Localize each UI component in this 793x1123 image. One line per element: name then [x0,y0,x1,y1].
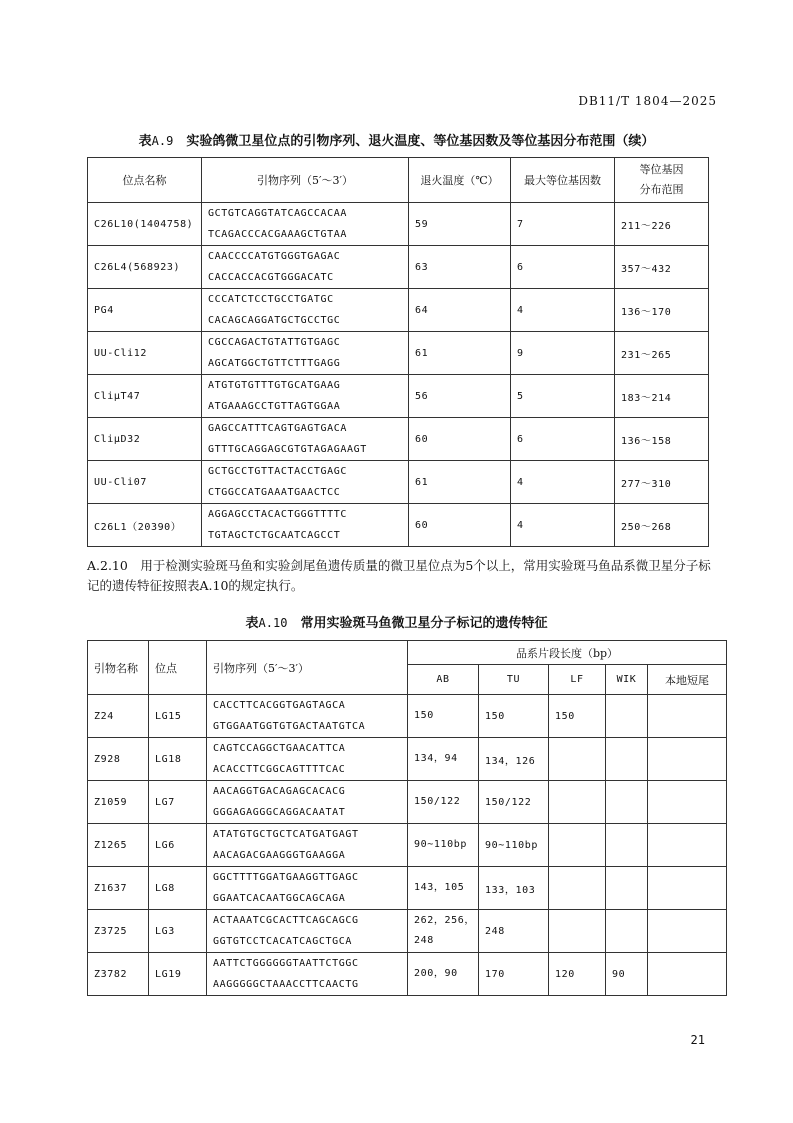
range-cell: 183～214 [615,375,709,418]
col-header-tu: TU [479,665,549,695]
locus-cell: LG3 [149,910,207,953]
lf-length-cell [549,824,606,867]
lf-length-cell [549,781,606,824]
col-header-sequence: 引物序列（5′～3′） [207,641,408,695]
forward-primer: GCTGTCAGGTATCAGCCACAA [208,208,348,219]
table-row [88,375,709,418]
paragraph-a2-10: A.2.10 用于检测实验斑马鱼和实验剑尾鱼遗传质量的微卫星位点为5个以上，常用实验斑马鱼品系微卫星分子标记的遗传特征按照表A.10的规定执行。 [87,558,711,593]
locus-cell: C26L4(568923) [88,246,202,289]
sequence-cell [207,781,408,824]
wik-length-cell [606,695,648,738]
forward-primer: CCCATCTCCTGCCTGATGC [208,294,334,305]
reverse-primer: CACCACCACGTGGGACATC [208,272,334,283]
wik-length-cell [606,867,648,910]
table-row [88,738,727,781]
temp-cell: 60 [409,504,511,547]
col-header-local-short-tail: 本地短尾 [648,665,727,695]
col-header-alleles: 最大等位基因数 [511,158,615,203]
lf-length-cell [549,910,606,953]
col-header-lf: LF [549,665,606,695]
locus-cell: LG18 [149,738,207,781]
col-header-primer-name: 引物名称 [88,641,149,695]
tu-length-cell: 133，103 [479,867,549,910]
table-a10 [87,640,727,996]
table-row [88,418,709,461]
range-cell: 136～170 [615,289,709,332]
col-header-locus: 位点名称 [88,158,202,203]
alleles-cell: 4 [511,461,615,504]
forward-primer: CAACCCCATGTGGGTGAGAC [208,251,341,262]
reverse-primer: GGTGTCCTCACATCAGCTGCA [213,936,353,947]
ab-length-cell: 134，94 [408,738,479,781]
primer-name-cell: Z1059 [88,781,149,824]
table-row [88,781,727,824]
sequence-cell [202,418,409,461]
primer-name-cell: Z24 [88,695,149,738]
table-header-row [88,641,727,665]
forward-primer: CGCCAGACTGTATTGTGAGC [208,337,341,348]
forward-primer: GAGCCATTTCAGTGAGTGACA [208,423,348,434]
local-short-tail-cell [648,867,727,910]
reverse-primer: ACACCTTCGGCAGTTTTCAC [213,764,346,775]
locus-cell: LG15 [149,695,207,738]
forward-primer: AATTCTGGGGGGTAATTCTGGC [213,958,359,969]
tu-length-cell: 150 [479,695,549,738]
reverse-primer: GTTTGCAGGAGCGTGTAGAGAAGT [208,444,367,455]
col-header-fragment-length: 品系片段长度（bp） [408,641,727,665]
ab-length-cell: 143，105 [408,867,479,910]
forward-primer: ACTAAATCGCACTTCAGCAGCG [213,915,359,926]
range-cell: 211～226 [615,203,709,246]
ab-length-cell: 150/122 [408,781,479,824]
reverse-primer: AAGGGGGCTAAACCTTCAACTG [213,979,359,990]
reverse-primer: CACAGCAGGATGCTGCCTGC [208,315,341,326]
table-row [88,695,727,738]
primer-name-cell: Z1637 [88,867,149,910]
sequence-cell [202,461,409,504]
locus-cell: CliμT47 [88,375,202,418]
reverse-primer: CTGGCCATGAAATGAACTCC [208,487,341,498]
table-row [88,824,727,867]
table-row [88,953,727,996]
range-cell: 357～432 [615,246,709,289]
temp-cell: 63 [409,246,511,289]
primer-name-cell: Z1265 [88,824,149,867]
table-header-row [88,158,709,203]
alleles-cell: 9 [511,332,615,375]
alleles-cell: 6 [511,246,615,289]
local-short-tail-cell [648,824,727,867]
wik-length-cell [606,824,648,867]
alleles-cell: 4 [511,504,615,547]
table-row [88,203,709,246]
lf-length-cell [549,867,606,910]
col-header-sequence: 引物序列（5′～3′） [202,158,409,203]
forward-primer: CACCTTCACGGTGAGTAGCA [213,700,346,711]
reverse-primer: GGAATCACAATGGCAGCAGA [213,893,346,904]
temp-cell: 64 [409,289,511,332]
forward-primer: AACAGGTGACAGAGCACACG [213,786,346,797]
locus-cell: CliμD32 [88,418,202,461]
tu-length-cell: 150/122 [479,781,549,824]
locus-cell: LG8 [149,867,207,910]
sequence-cell [207,910,408,953]
temp-cell: 60 [409,418,511,461]
lf-length-cell: 120 [549,953,606,996]
local-short-tail-cell [648,910,727,953]
sequence-cell [207,695,408,738]
reverse-primer: AACAGACGAAGGGTGAAGGA [213,850,346,861]
forward-primer: CAGTCCAGGCTGAACATTCA [213,743,346,754]
sequence-cell [207,824,408,867]
table-row [88,504,709,547]
table-a10-caption: 表A.10 常用实验斑马鱼微卫星分子标记的遗传特征 [245,616,548,631]
reverse-primer: GTGGAATGGTGTGACTAATGTCA [213,721,366,732]
alleles-cell: 5 [511,375,615,418]
col-header-range: 等位基因 分布范围 [615,158,709,203]
page-number: 21 [690,1033,705,1047]
temp-cell: 59 [409,203,511,246]
sequence-cell [207,953,408,996]
forward-primer: AGGAGCCTACACTGGGTTTTC [208,509,348,520]
sequence-cell [207,738,408,781]
sequence-cell [202,504,409,547]
primer-name-cell: Z3782 [88,953,149,996]
reverse-primer: TGTAGCTCTGCAATCAGCCT [208,530,341,541]
document-code: DB11/T 1804—2025 [578,94,717,108]
table-row [88,289,709,332]
table-a9 [87,157,709,547]
table-row [88,332,709,375]
local-short-tail-cell [648,953,727,996]
local-short-tail-cell [648,738,727,781]
sequence-cell [202,203,409,246]
locus-cell: LG7 [149,781,207,824]
sequence-cell [202,289,409,332]
locus-cell: UU-Cli07 [88,461,202,504]
ab-length-cell: 200，90 [408,953,479,996]
table-row [88,910,727,953]
ab-length-cell: 262，256，248 [408,910,479,953]
local-short-tail-cell [648,781,727,824]
tu-length-cell: 90~110bp [479,824,549,867]
alleles-cell: 7 [511,203,615,246]
sequence-cell [202,375,409,418]
reverse-primer: AGCATGGCTGTTCTTTGAGG [208,358,341,369]
tu-length-cell: 170 [479,953,549,996]
table-row [88,867,727,910]
sequence-cell [202,332,409,375]
reverse-primer: ATGAAAGCCTGTTAGTGGAA [208,401,341,412]
alleles-cell: 4 [511,289,615,332]
lf-length-cell [549,738,606,781]
wik-length-cell: 90 [606,953,648,996]
wik-length-cell [606,781,648,824]
ab-length-cell: 90~110bp [408,824,479,867]
local-short-tail-cell [648,695,727,738]
sequence-cell [207,867,408,910]
col-header-ab: AB [408,665,479,695]
lf-length-cell: 150 [549,695,606,738]
range-cell: 231～265 [615,332,709,375]
locus-cell: PG4 [88,289,202,332]
sequence-cell [202,246,409,289]
col-header-locus: 位点 [149,641,207,695]
locus-cell: C26L1（20390） [88,504,202,547]
primer-name-cell: Z3725 [88,910,149,953]
primer-name-cell: Z928 [88,738,149,781]
reverse-primer: TCAGACCCACGAAAGCTGTAA [208,229,348,240]
reverse-primer: GGGAGAGGGCAGGACAATAT [213,807,346,818]
temp-cell: 61 [409,461,511,504]
col-header-wik: WIK [606,665,648,695]
locus-cell: LG19 [149,953,207,996]
locus-cell: UU-Cli12 [88,332,202,375]
locus-cell: LG6 [149,824,207,867]
table-row [88,246,709,289]
wik-length-cell [606,738,648,781]
wik-length-cell [606,910,648,953]
forward-primer: ATATGTGCTGCTCATGATGAGT [213,829,359,840]
ab-length-cell: 150 [408,695,479,738]
locus-cell: C26L10(1404758) [88,203,202,246]
temp-cell: 56 [409,375,511,418]
tu-length-cell: 248 [479,910,549,953]
temp-cell: 61 [409,332,511,375]
range-cell: 277～310 [615,461,709,504]
range-cell: 250～268 [615,504,709,547]
forward-primer: GGCTTTTGGATGAAGGTTGAGC [213,872,359,883]
range-cell: 136～158 [615,418,709,461]
alleles-cell: 6 [511,418,615,461]
table-a9-caption: 表A.9 实验鸽微卫星位点的引物序列、退火温度、等位基因数及等位基因分布范围（续） [138,134,655,149]
col-header-temp: 退火温度（℃） [409,158,511,203]
forward-primer: ATGTGTGTTTGTGCATGAAG [208,380,341,391]
tu-length-cell: 134，126 [479,738,549,781]
forward-primer: GCTGCCTGTTACTACCTGAGC [208,466,348,477]
table-row [88,461,709,504]
